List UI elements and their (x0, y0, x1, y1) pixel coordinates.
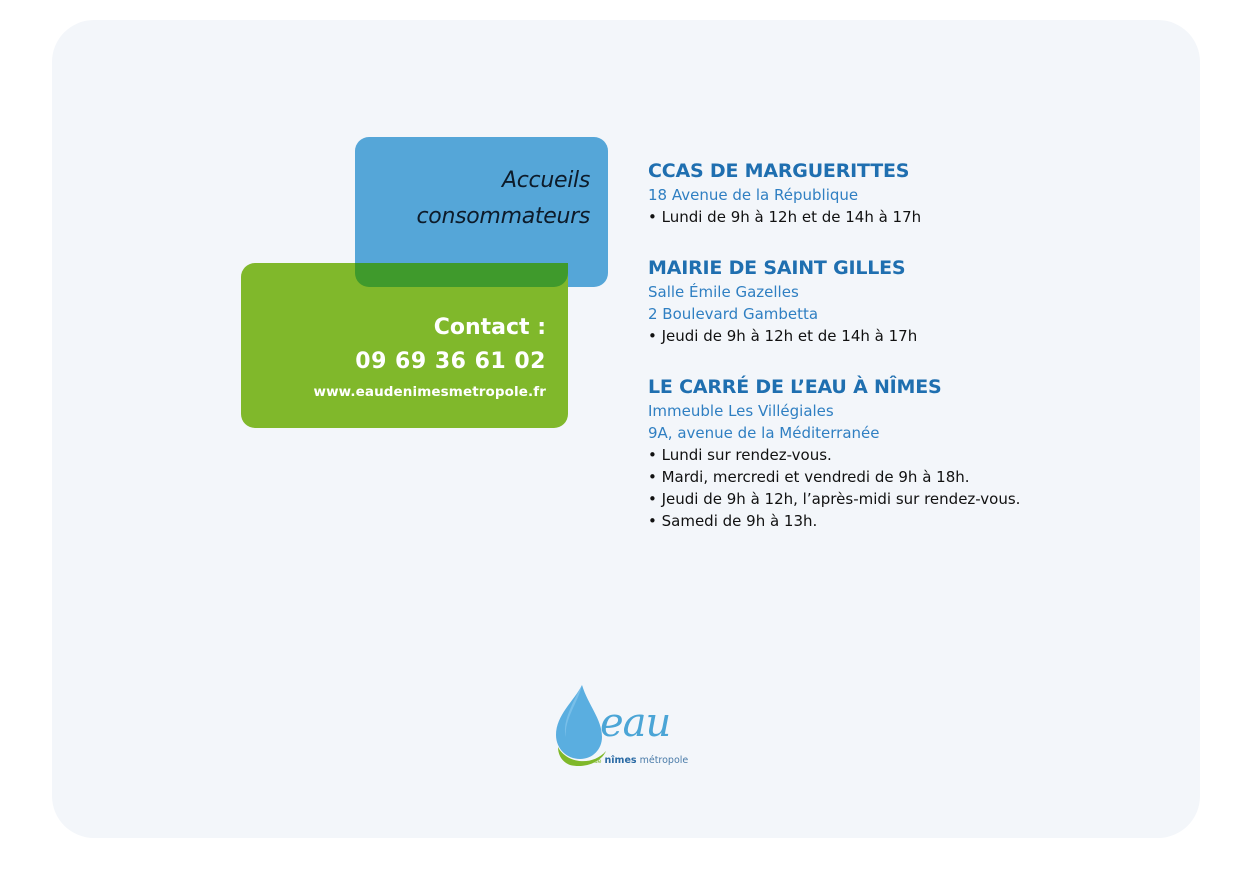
location-margueritte (648, 158, 1020, 228)
contact-block (314, 311, 546, 405)
location-address: 18 Avenue de la République (648, 186, 859, 204)
location-address: Salle Émile Gazelles (648, 283, 799, 301)
location-address: 9A, avenue de la Méditerranée (648, 424, 880, 442)
logo-suffix: métropole (639, 755, 689, 766)
location-hours: • Lundi sur rendez-vous. (648, 446, 832, 464)
location-saint-gilles (648, 255, 1020, 347)
location-hours: • Jeudi de 9h à 12h, l’après-midi sur rendez-vous. (648, 490, 1021, 508)
panel-title-line2: consommateurs (416, 204, 590, 229)
location-address: 2 Boulevard Gambetta (648, 305, 819, 323)
locations-list (648, 158, 1020, 559)
logo-city: nîmes (604, 755, 637, 766)
location-hours: • Jeudi de 9h à 12h et de 14h à 17h (648, 327, 918, 345)
location-hours: • Lundi de 9h à 12h et de 14h à 17h (648, 208, 922, 226)
logo-word: eau (600, 700, 671, 746)
location-hours: • Samedi de 9h à 13h. (648, 512, 818, 530)
panel-overlap (355, 263, 568, 287)
location-name: LE CARRÉ DE L’EAU À NÎMES (648, 376, 942, 398)
logo-subtitle (594, 755, 688, 768)
location-hours: • Mardi, mercredi et vendredi de 9h à 18h. (648, 468, 970, 486)
website-link[interactable]: www.eaudenimesmetropole.fr (313, 384, 546, 400)
contact-label: Contact : (433, 315, 546, 340)
panel-title-line1: Accueils (501, 168, 590, 193)
contact-phone[interactable]: 09 69 36 61 02 (355, 349, 546, 374)
location-name: CCAS DE MARGUERITTES (648, 160, 910, 182)
eau-nimes-metropole-logo (552, 685, 702, 775)
logo-prefix: de (594, 758, 602, 765)
location-address: Immeuble Les Villégiales (648, 402, 834, 420)
location-carre-de-leau (648, 374, 1020, 532)
location-name: MAIRIE DE SAINT GILLES (648, 257, 906, 279)
panel-title (417, 163, 590, 235)
